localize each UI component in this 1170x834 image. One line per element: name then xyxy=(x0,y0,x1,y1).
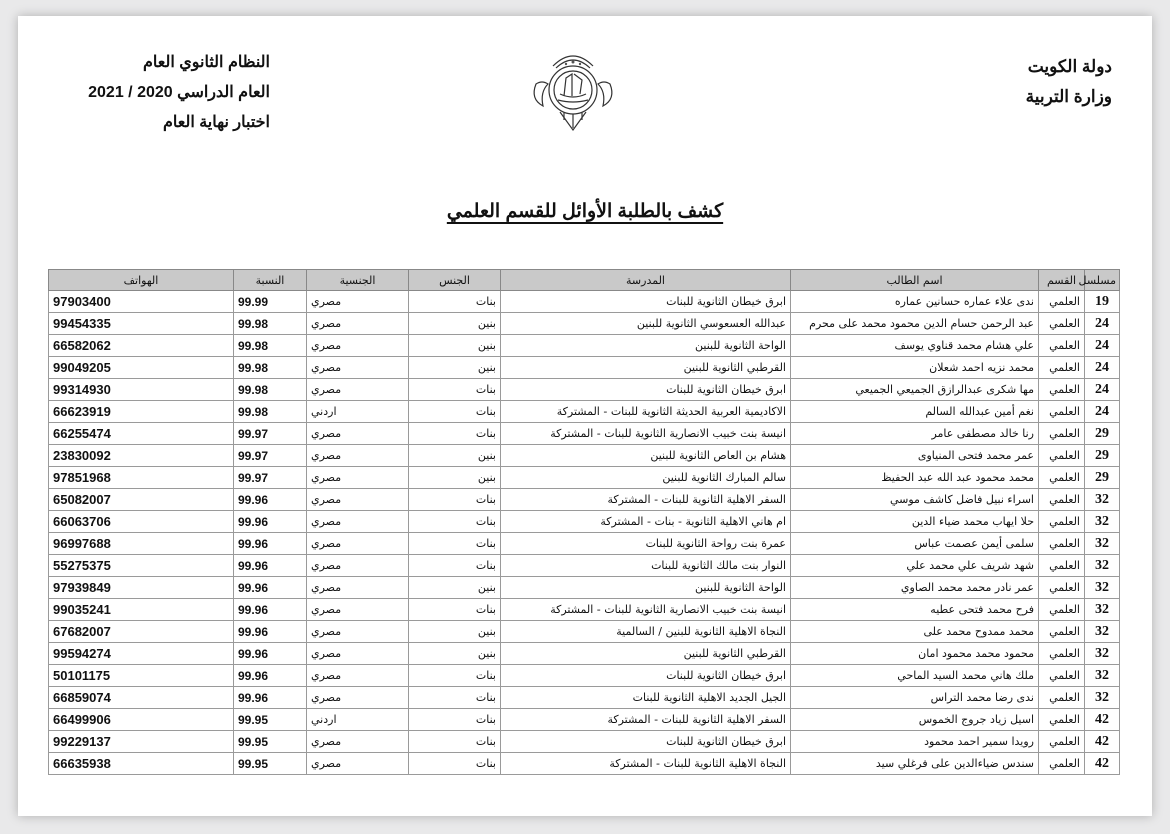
cell-gender: بنين xyxy=(409,445,501,467)
cell-student-name: ندى رضا محمد التراس xyxy=(791,687,1039,709)
cell-percent: 99.99 xyxy=(234,291,307,313)
cell-serial: 32 xyxy=(1085,489,1120,511)
cell-phone: 23830092 xyxy=(49,445,234,467)
cell-serial: 42 xyxy=(1085,709,1120,731)
cell-percent: 99.96 xyxy=(234,599,307,621)
table-row xyxy=(49,687,1120,709)
cell-nationality: مصري xyxy=(307,357,409,379)
cell-nationality: مصري xyxy=(307,335,409,357)
cell-nationality: مصري xyxy=(307,445,409,467)
col-header-section: القسم xyxy=(1039,270,1085,291)
cell-serial: 29 xyxy=(1085,423,1120,445)
academic-year: العام الدراسي 2020 / 2021 xyxy=(88,84,270,101)
header-right-block xyxy=(1026,52,1112,112)
cell-gender: بنين xyxy=(409,313,501,335)
cell-percent: 99.96 xyxy=(234,621,307,643)
cell-serial: 24 xyxy=(1085,313,1120,335)
cell-section: العلمي xyxy=(1039,313,1085,335)
cell-gender: بنات xyxy=(409,599,501,621)
state-name: دولة الكويت xyxy=(1027,57,1112,76)
cell-phone: 66859074 xyxy=(49,687,234,709)
cell-section: العلمي xyxy=(1039,599,1085,621)
cell-nationality: مصري xyxy=(307,489,409,511)
cell-section: العلمي xyxy=(1039,423,1085,445)
cell-phone: 65082007 xyxy=(49,489,234,511)
cell-nationality: اردني xyxy=(307,709,409,731)
table-row xyxy=(49,511,1120,533)
cell-nationality: مصري xyxy=(307,665,409,687)
exam-name: اختبار نهاية العام xyxy=(162,114,270,131)
cell-student-name: سلمى أيمن عصمت عباس xyxy=(791,533,1039,555)
cell-gender: بنات xyxy=(409,709,501,731)
cell-school: عبدالله العسعوسي الثانوية للبنين xyxy=(501,313,791,335)
cell-phone: 96997688 xyxy=(49,533,234,555)
cell-percent: 99.97 xyxy=(234,423,307,445)
cell-phone: 50101175 xyxy=(49,665,234,687)
cell-serial: 32 xyxy=(1085,665,1120,687)
cell-student-name: رويدا سمير احمد محمود xyxy=(791,731,1039,753)
cell-school: الواحة الثانوية للبنين xyxy=(501,335,791,357)
cell-student-name: اسراء نبيل فاضل كاشف موسي xyxy=(791,489,1039,511)
table-row xyxy=(49,731,1120,753)
cell-school: انيسة بنت خبيب الانصارية الثانوية للبنات - المشتركة xyxy=(501,423,791,445)
cell-gender: بنات xyxy=(409,753,501,775)
table-row xyxy=(49,379,1120,401)
cell-serial: 32 xyxy=(1085,511,1120,533)
cell-school: ابرق خيطان الثانوية للبنات xyxy=(501,731,791,753)
cell-school: الاكاديمية العربية الحديثة الثانوية للبنات - المشتركة xyxy=(501,401,791,423)
cell-student-name: شهد شريف علي محمد علي xyxy=(791,555,1039,577)
students-table xyxy=(48,269,1120,775)
cell-nationality: مصري xyxy=(307,621,409,643)
cell-school: الجيل الجديد الاهلية الثانوية للبنات xyxy=(501,687,791,709)
cell-student-name: محمد نزيه احمد شعلان xyxy=(791,357,1039,379)
cell-school: النوار بنت مالك الثانوية للبنات xyxy=(501,555,791,577)
cell-phone: 99035241 xyxy=(49,599,234,621)
cell-nationality: مصري xyxy=(307,577,409,599)
cell-school: ابرق خيطان الثانوية للبنات xyxy=(501,291,791,313)
page-title-text: كشف بالطلبة الأوائل للقسم العلمي xyxy=(446,201,724,222)
cell-phone: 99454335 xyxy=(49,313,234,335)
cell-section: العلمي xyxy=(1039,731,1085,753)
cell-percent: 99.96 xyxy=(234,533,307,555)
cell-nationality: مصري xyxy=(307,379,409,401)
header-left-block xyxy=(50,48,270,138)
cell-phone: 66063706 xyxy=(49,511,234,533)
cell-section: العلمي xyxy=(1039,379,1085,401)
cell-percent: 99.96 xyxy=(234,643,307,665)
cell-serial: 24 xyxy=(1085,335,1120,357)
cell-phone: 66255474 xyxy=(49,423,234,445)
cell-phone: 66582062 xyxy=(49,335,234,357)
cell-gender: بنات xyxy=(409,401,501,423)
table-row xyxy=(49,445,1120,467)
table-row xyxy=(49,577,1120,599)
cell-school: هشام بن العاص الثانوية للبنين xyxy=(501,445,791,467)
cell-percent: 99.95 xyxy=(234,731,307,753)
table-row xyxy=(49,599,1120,621)
cell-school: الواحة الثانوية للبنين xyxy=(501,577,791,599)
cell-section: العلمي xyxy=(1039,335,1085,357)
table-row xyxy=(49,643,1120,665)
cell-serial: 32 xyxy=(1085,577,1120,599)
cell-section: العلمي xyxy=(1039,357,1085,379)
cell-school: السفر الاهلية الثانوية للبنات - المشتركة xyxy=(501,709,791,731)
table-row xyxy=(49,665,1120,687)
cell-nationality: مصري xyxy=(307,643,409,665)
cell-serial: 24 xyxy=(1085,401,1120,423)
cell-phone: 97851968 xyxy=(49,467,234,489)
cell-student-name: علي هشام محمد قناوي يوسف xyxy=(791,335,1039,357)
cell-percent: 99.96 xyxy=(234,687,307,709)
cell-percent: 99.96 xyxy=(234,511,307,533)
cell-serial: 24 xyxy=(1085,379,1120,401)
cell-student-name: نغم أمين عبدالله السالم xyxy=(791,401,1039,423)
cell-section: العلمي xyxy=(1039,489,1085,511)
cell-student-name: رنا خالد مصطفى عامر xyxy=(791,423,1039,445)
cell-student-name: سندس ضياءالدين على فرغلي سيد xyxy=(791,753,1039,775)
cell-section: العلمي xyxy=(1039,709,1085,731)
cell-nationality: مصري xyxy=(307,511,409,533)
cell-student-name: محمد محمود عبد الله عبد الحفيظ xyxy=(791,467,1039,489)
cell-serial: 42 xyxy=(1085,731,1120,753)
table-row xyxy=(49,467,1120,489)
cell-phone: 99049205 xyxy=(49,357,234,379)
table-row xyxy=(49,753,1120,775)
cell-nationality: مصري xyxy=(307,687,409,709)
cell-school: القرطبي الثانوية للبنين xyxy=(501,357,791,379)
cell-gender: بنات xyxy=(409,379,501,401)
cell-school: سالم المبارك الثانوية للبنين xyxy=(501,467,791,489)
document-page xyxy=(18,16,1152,816)
cell-gender: بنين xyxy=(409,577,501,599)
col-header-phone: الهواتف xyxy=(49,270,234,291)
cell-section: العلمي xyxy=(1039,753,1085,775)
cell-phone: 97903400 xyxy=(49,291,234,313)
cell-school: السفر الاهلية الثانوية للبنات - المشتركة xyxy=(501,489,791,511)
cell-phone: 67682007 xyxy=(49,621,234,643)
cell-gender: بنين xyxy=(409,643,501,665)
col-header-gender: الجنس xyxy=(409,270,501,291)
cell-phone: 55275375 xyxy=(49,555,234,577)
cell-gender: بنات xyxy=(409,511,501,533)
cell-section: العلمي xyxy=(1039,533,1085,555)
cell-section: العلمي xyxy=(1039,665,1085,687)
cell-serial: 42 xyxy=(1085,753,1120,775)
cell-school: انيسة بنت خبيب الانصارية الثانوية للبنات - المشتركة xyxy=(501,599,791,621)
cell-student-name: فرح محمد فتحى عطيه xyxy=(791,599,1039,621)
cell-percent: 99.98 xyxy=(234,379,307,401)
cell-phone: 66499906 xyxy=(49,709,234,731)
cell-student-name: عمر نادر محمد محمد الصاوي xyxy=(791,577,1039,599)
cell-student-name: محمد ممدوح محمد على xyxy=(791,621,1039,643)
col-header-serial: مسلسل xyxy=(1085,270,1120,291)
cell-serial: 19 xyxy=(1085,291,1120,313)
cell-school: ام هاني الاهلية الثانوية - بنات - المشتركة xyxy=(501,511,791,533)
cell-nationality: مصري xyxy=(307,291,409,313)
cell-percent: 99.98 xyxy=(234,401,307,423)
cell-student-name: ملك هاني محمد السيد الماحي xyxy=(791,665,1039,687)
cell-serial: 32 xyxy=(1085,533,1120,555)
cell-percent: 99.98 xyxy=(234,335,307,357)
col-header-name: اسم الطالب xyxy=(791,270,1039,291)
table-row xyxy=(49,401,1120,423)
cell-percent: 99.97 xyxy=(234,467,307,489)
cell-phone: 66635938 xyxy=(49,753,234,775)
page-title xyxy=(18,200,1152,223)
table-row xyxy=(49,489,1120,511)
cell-section: العلمي xyxy=(1039,643,1085,665)
cell-nationality: مصري xyxy=(307,599,409,621)
table-row xyxy=(49,555,1120,577)
cell-student-name: عبد الرحمن حسام الدين محمود محمد على محرم xyxy=(791,313,1039,335)
cell-gender: بنات xyxy=(409,731,501,753)
cell-student-name: مها شكرى عبدالرازق الجميعي الجميعي xyxy=(791,379,1039,401)
cell-student-name: حلا ايهاب محمد ضياء الدين xyxy=(791,511,1039,533)
cell-nationality: مصري xyxy=(307,731,409,753)
cell-phone: 99229137 xyxy=(49,731,234,753)
cell-gender: بنين xyxy=(409,621,501,643)
cell-gender: بنات xyxy=(409,423,501,445)
cell-nationality: مصري xyxy=(307,533,409,555)
cell-section: العلمي xyxy=(1039,401,1085,423)
cell-gender: بنين xyxy=(409,335,501,357)
cell-school: ابرق خيطان الثانوية للبنات xyxy=(501,665,791,687)
cell-student-name: اسيل زياد جروج الخموس xyxy=(791,709,1039,731)
cell-gender: بنات xyxy=(409,555,501,577)
cell-serial: 32 xyxy=(1085,687,1120,709)
cell-school: ابرق خيطان الثانوية للبنات xyxy=(501,379,791,401)
table-row xyxy=(49,621,1120,643)
cell-gender: بنات xyxy=(409,687,501,709)
cell-serial: 32 xyxy=(1085,621,1120,643)
cell-percent: 99.96 xyxy=(234,665,307,687)
cell-school: القرطبي الثانوية للبنين xyxy=(501,643,791,665)
cell-student-name: ندى علاء عماره حسانين عماره xyxy=(791,291,1039,313)
cell-phone: 66623919 xyxy=(49,401,234,423)
cell-percent: 99.98 xyxy=(234,313,307,335)
table-row xyxy=(49,313,1120,335)
cell-gender: بنات xyxy=(409,665,501,687)
cell-section: العلمي xyxy=(1039,467,1085,489)
col-header-school: المدرسة xyxy=(501,270,791,291)
col-header-percent: النسبة xyxy=(234,270,307,291)
cell-gender: بنات xyxy=(409,489,501,511)
cell-percent: 99.95 xyxy=(234,753,307,775)
cell-section: العلمي xyxy=(1039,555,1085,577)
cell-serial: 32 xyxy=(1085,555,1120,577)
cell-section: العلمي xyxy=(1039,511,1085,533)
cell-phone: 99314930 xyxy=(49,379,234,401)
table-row xyxy=(49,357,1120,379)
cell-percent: 99.96 xyxy=(234,555,307,577)
cell-serial: 32 xyxy=(1085,643,1120,665)
cell-percent: 99.95 xyxy=(234,709,307,731)
cell-percent: 99.96 xyxy=(234,489,307,511)
cell-school: عمرة بنت رواحة الثانوية للبنات xyxy=(501,533,791,555)
cell-phone: 97939849 xyxy=(49,577,234,599)
system-name: النظام الثانوي العام xyxy=(142,54,270,71)
cell-school: النجاة الاهلية الثانوية للبنات - المشتركة xyxy=(501,753,791,775)
cell-percent: 99.98 xyxy=(234,357,307,379)
cell-nationality: مصري xyxy=(307,467,409,489)
cell-percent: 99.96 xyxy=(234,577,307,599)
cell-section: العلمي xyxy=(1039,687,1085,709)
table-row xyxy=(49,533,1120,555)
cell-nationality: مصري xyxy=(307,555,409,577)
cell-phone: 99594274 xyxy=(49,643,234,665)
cell-nationality: مصري xyxy=(307,313,409,335)
cell-percent: 99.97 xyxy=(234,445,307,467)
table-row xyxy=(49,291,1120,313)
cell-section: العلمي xyxy=(1039,291,1085,313)
cell-gender: بنات xyxy=(409,533,501,555)
kuwait-emblem-icon xyxy=(528,44,618,134)
cell-gender: بنين xyxy=(409,357,501,379)
col-header-nationality: الجنسية xyxy=(307,270,409,291)
cell-nationality: مصري xyxy=(307,423,409,445)
cell-serial: 29 xyxy=(1085,467,1120,489)
table-row xyxy=(49,423,1120,445)
cell-nationality: اردني xyxy=(307,401,409,423)
cell-gender: بنات xyxy=(409,291,501,313)
cell-serial: 24 xyxy=(1085,357,1120,379)
table-row xyxy=(49,709,1120,731)
cell-section: العلمي xyxy=(1039,577,1085,599)
table-header-row xyxy=(49,270,1120,291)
cell-section: العلمي xyxy=(1039,621,1085,643)
cell-nationality: مصري xyxy=(307,753,409,775)
cell-student-name: محمود محمد محمود امان xyxy=(791,643,1039,665)
ministry-name: وزارة التربية xyxy=(1025,87,1112,106)
cell-serial: 29 xyxy=(1085,445,1120,467)
cell-serial: 32 xyxy=(1085,599,1120,621)
table-row xyxy=(49,335,1120,357)
cell-student-name: عمر محمد فتحى المنياوى xyxy=(791,445,1039,467)
cell-gender: بنين xyxy=(409,467,501,489)
cell-section: العلمي xyxy=(1039,445,1085,467)
cell-school: النجاة الاهلية الثانوية للبنين / السالمية xyxy=(501,621,791,643)
